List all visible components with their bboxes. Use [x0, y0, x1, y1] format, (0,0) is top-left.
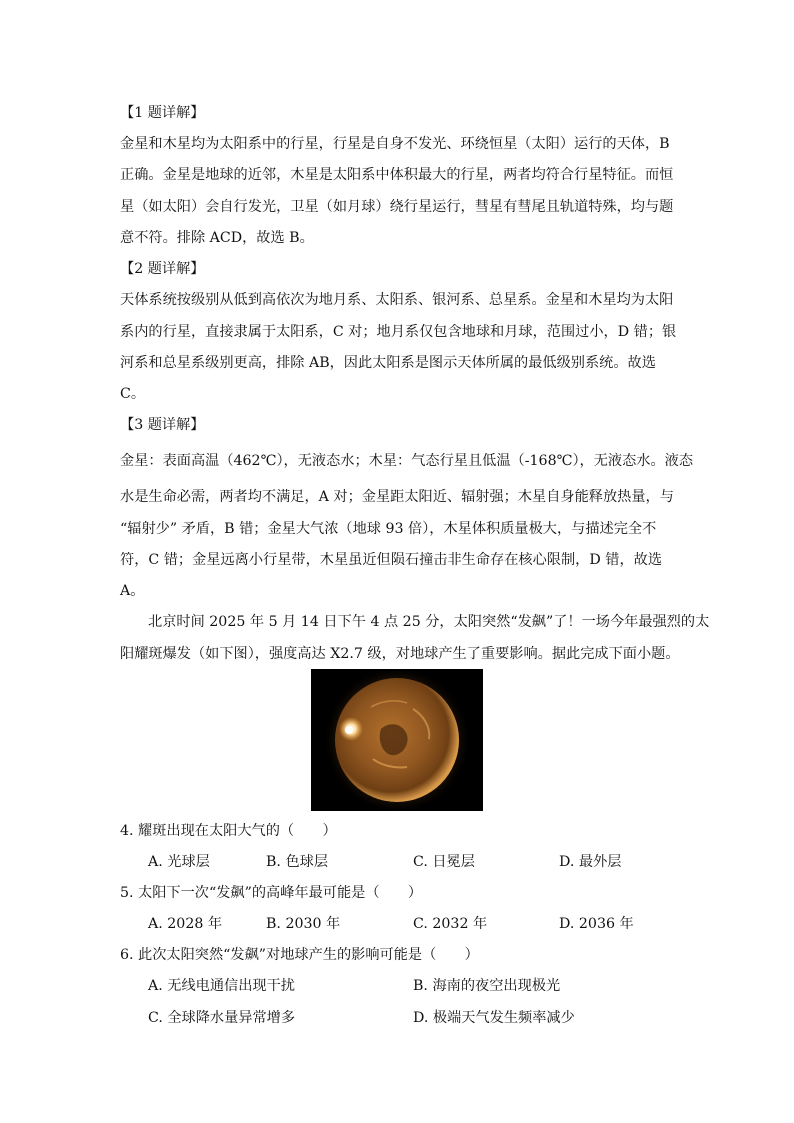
sun-image	[311, 669, 483, 811]
question-5-stem: 5. 太阳下一次“发飙”的高峰年最可能是（ ）	[120, 885, 423, 901]
sun-icon	[311, 669, 483, 811]
section1-line-3: 星（如太阳）会自行发光，卫星（如月球）绕行星运行，彗星有彗尾且轨道特殊，均与题	[120, 199, 674, 215]
question-4-option-c[interactable]: C. 日冕层	[413, 854, 475, 870]
section1-line-1: 金星和木星均为太阳系中的行星，行星是自身不发光、环绕恒星（太阳）运行的天体，B	[120, 136, 670, 152]
question-4-option-d[interactable]: D. 最外层	[559, 854, 622, 870]
question-5-option-d[interactable]: D. 2036 年	[559, 916, 634, 932]
question-6-stem: 6. 此次太阳突然“发飙”对地球产生的影响可能是（ ）	[120, 947, 479, 963]
question-4-option-a[interactable]: A. 光球层	[148, 854, 210, 870]
section2-line-3: 河系和总星系级别更高，排除 AB，因此太阳系是图示天体所属的最低级别系统。故选	[120, 355, 656, 371]
question-4-stem: 4. 耀斑出现在太阳大气的（ ）	[120, 823, 337, 839]
intro-line-1: 北京时间 2025 年 5 月 14 日下午 4 点 25 分，太阳突然“发飙”了！一场今年最强烈的太	[148, 614, 710, 630]
question-4-option-b[interactable]: B. 色球层	[266, 854, 329, 870]
question-5-option-a[interactable]: A. 2028 年	[148, 916, 223, 932]
question-5-option-c[interactable]: C. 2032 年	[413, 916, 488, 932]
section1-heading: 【1 题详解】	[120, 105, 205, 121]
question-6-option-b[interactable]: B. 海南的夜空出现极光	[413, 978, 561, 994]
section3-line-5: A。	[120, 583, 145, 599]
question-6-option-a[interactable]: A. 无线电通信出现干扰	[148, 978, 295, 994]
section3-line-1: 金星：表面高温（462℃），无液态水；木星：气态行星且低温（-168℃），无液态水。液态	[120, 453, 694, 469]
section1-line-4: 意不符。排除 ACD，故选 B。	[120, 230, 314, 246]
section3-line-4: 符，C 错；金星远离小行星带，木星虽近但陨石撞击非生命存在核心限制，D 错，故选	[120, 552, 663, 568]
section2-line-1: 天体系统按级别从低到高依次为地月系、太阳系、银河系、总星系。金星和木星均为太阳	[120, 292, 674, 308]
question-5-option-b[interactable]: B. 2030 年	[266, 916, 341, 932]
question-6-option-d[interactable]: D. 极端天气发生频率减少	[413, 1010, 575, 1026]
section2-line-2: 系内的行星，直接隶属于太阳系，C 对；地月系仅包含地球和月球，范围过小，D 错；银	[120, 324, 677, 340]
section3-line-2: 水是生命必需，两者均不满足，A 对；金星距太阳近、辐射强；木星自身能释放热量，与	[120, 489, 674, 505]
section2-heading: 【2 题详解】	[120, 261, 205, 277]
intro-line-2: 阳耀斑爆发（如下图），强度高达 X2.7 级，对地球产生了重要影响。据此完成下面小题。	[120, 646, 680, 662]
section2-line-4: C。	[120, 386, 146, 402]
question-6-option-c[interactable]: C. 全球降水量异常增多	[148, 1010, 296, 1026]
section3-line-3: “辐射少” 矛盾，B 错；金星大气浓（地球 93 倍），木星体积质量极大，与描述完全不	[120, 521, 657, 537]
section1-line-2: 正确。金星是地球的近邻，木星是太阳系中体积最大的行星，两者均符合行星特征。而恒	[120, 167, 674, 183]
section3-heading: 【3 题详解】	[120, 417, 205, 433]
